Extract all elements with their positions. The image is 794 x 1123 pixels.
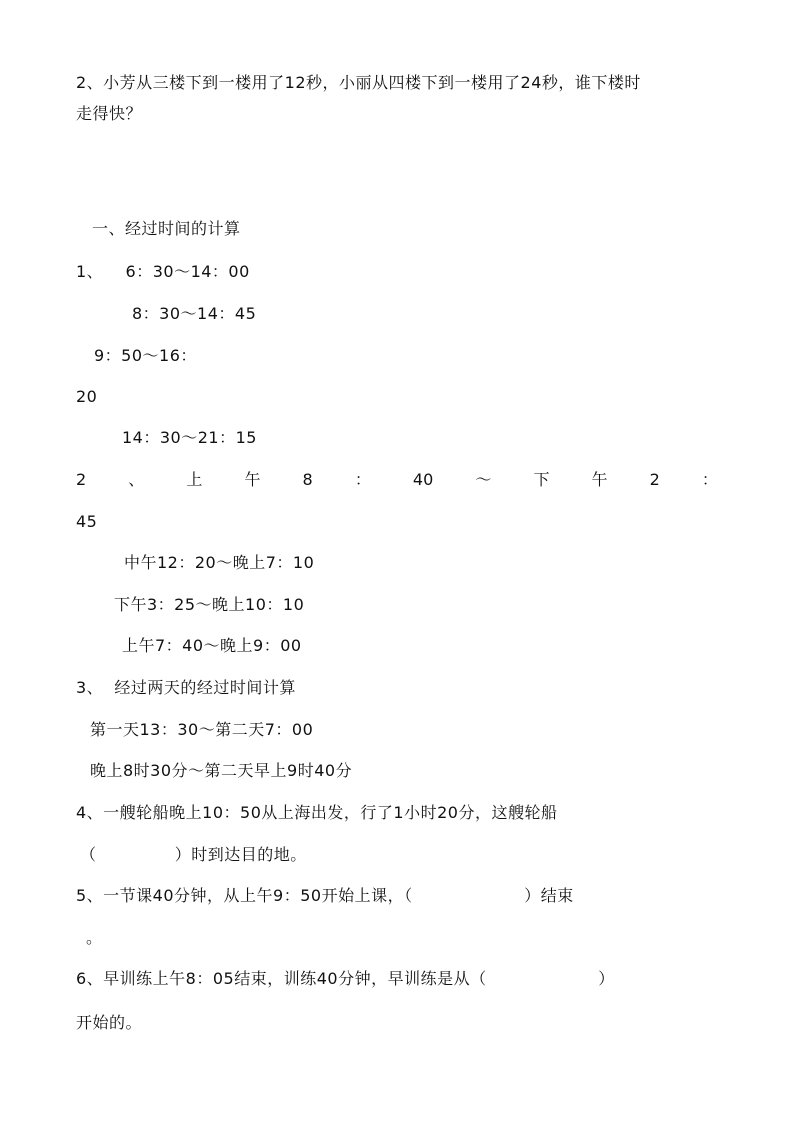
item-1-line-3: 9：50～16：: [94, 346, 197, 365]
item-6-line-1: 6、早训练上午8：05结束，训练40分钟，早训练是从（ ）: [76, 969, 615, 988]
item-1-line-5: 14：30～21：15: [122, 428, 257, 447]
item-4-line-1: 4、一艘轮船晚上10：50从上海出发，行了1小时20分，这艘轮船: [76, 803, 558, 822]
item-2-token: 2: [76, 470, 87, 489]
item-2-line-1: [76, 470, 718, 490]
item-1-line-1: 1、 6：30～14：00: [76, 262, 250, 281]
item-2-line-3: 下午3：25～晚上10：10: [114, 595, 305, 614]
question-2-line-2: 走得快？: [76, 104, 143, 123]
item-2-line-1-cont: 45: [76, 512, 98, 531]
item-5-line-1: 5、一节课40分钟，从上午9：50开始上课，（ ）结束: [76, 886, 574, 905]
item-2-line-4: 上午7：40～晚上9：00: [122, 636, 302, 655]
item-2-token: 40: [412, 470, 434, 489]
item-1-line-2: 8：30～14：45: [132, 304, 257, 323]
item-2-token: 、: [128, 470, 145, 489]
section-title: 一、经过时间的计算: [92, 219, 241, 238]
item-2-token: ：: [354, 470, 371, 489]
item-1-line-4: 20: [76, 387, 98, 406]
item-2-token: 午: [244, 470, 261, 489]
item-2-token: 2: [649, 470, 660, 489]
item-2-token: 8: [302, 470, 313, 489]
item-3-line-1: 第一天13：30～第二天7：00: [90, 720, 314, 739]
item-4-line-2: （ ）时到达目的地。: [80, 845, 307, 864]
item-5-line-2: 。: [86, 928, 103, 947]
item-2-token: 午: [591, 470, 608, 489]
item-6-line-2: 开始的。: [76, 1013, 143, 1032]
item-2-token: 下: [533, 470, 550, 489]
item-2-token: ～: [475, 470, 492, 489]
question-2-line-1: 2、小芳从三楼下到一楼用了12秒，小丽从四楼下到一楼用了24秒，谁下楼时: [76, 73, 641, 92]
item-3-title: 3、 经过两天的经过时间计算: [76, 678, 296, 697]
item-2-token: ：: [701, 470, 718, 489]
item-2-token: 上: [186, 470, 203, 489]
item-3-line-2: 晚上8时30分～第二天早上9时40分: [90, 761, 353, 780]
item-2-line-2: 中午12：20～晚上7：10: [124, 553, 315, 572]
